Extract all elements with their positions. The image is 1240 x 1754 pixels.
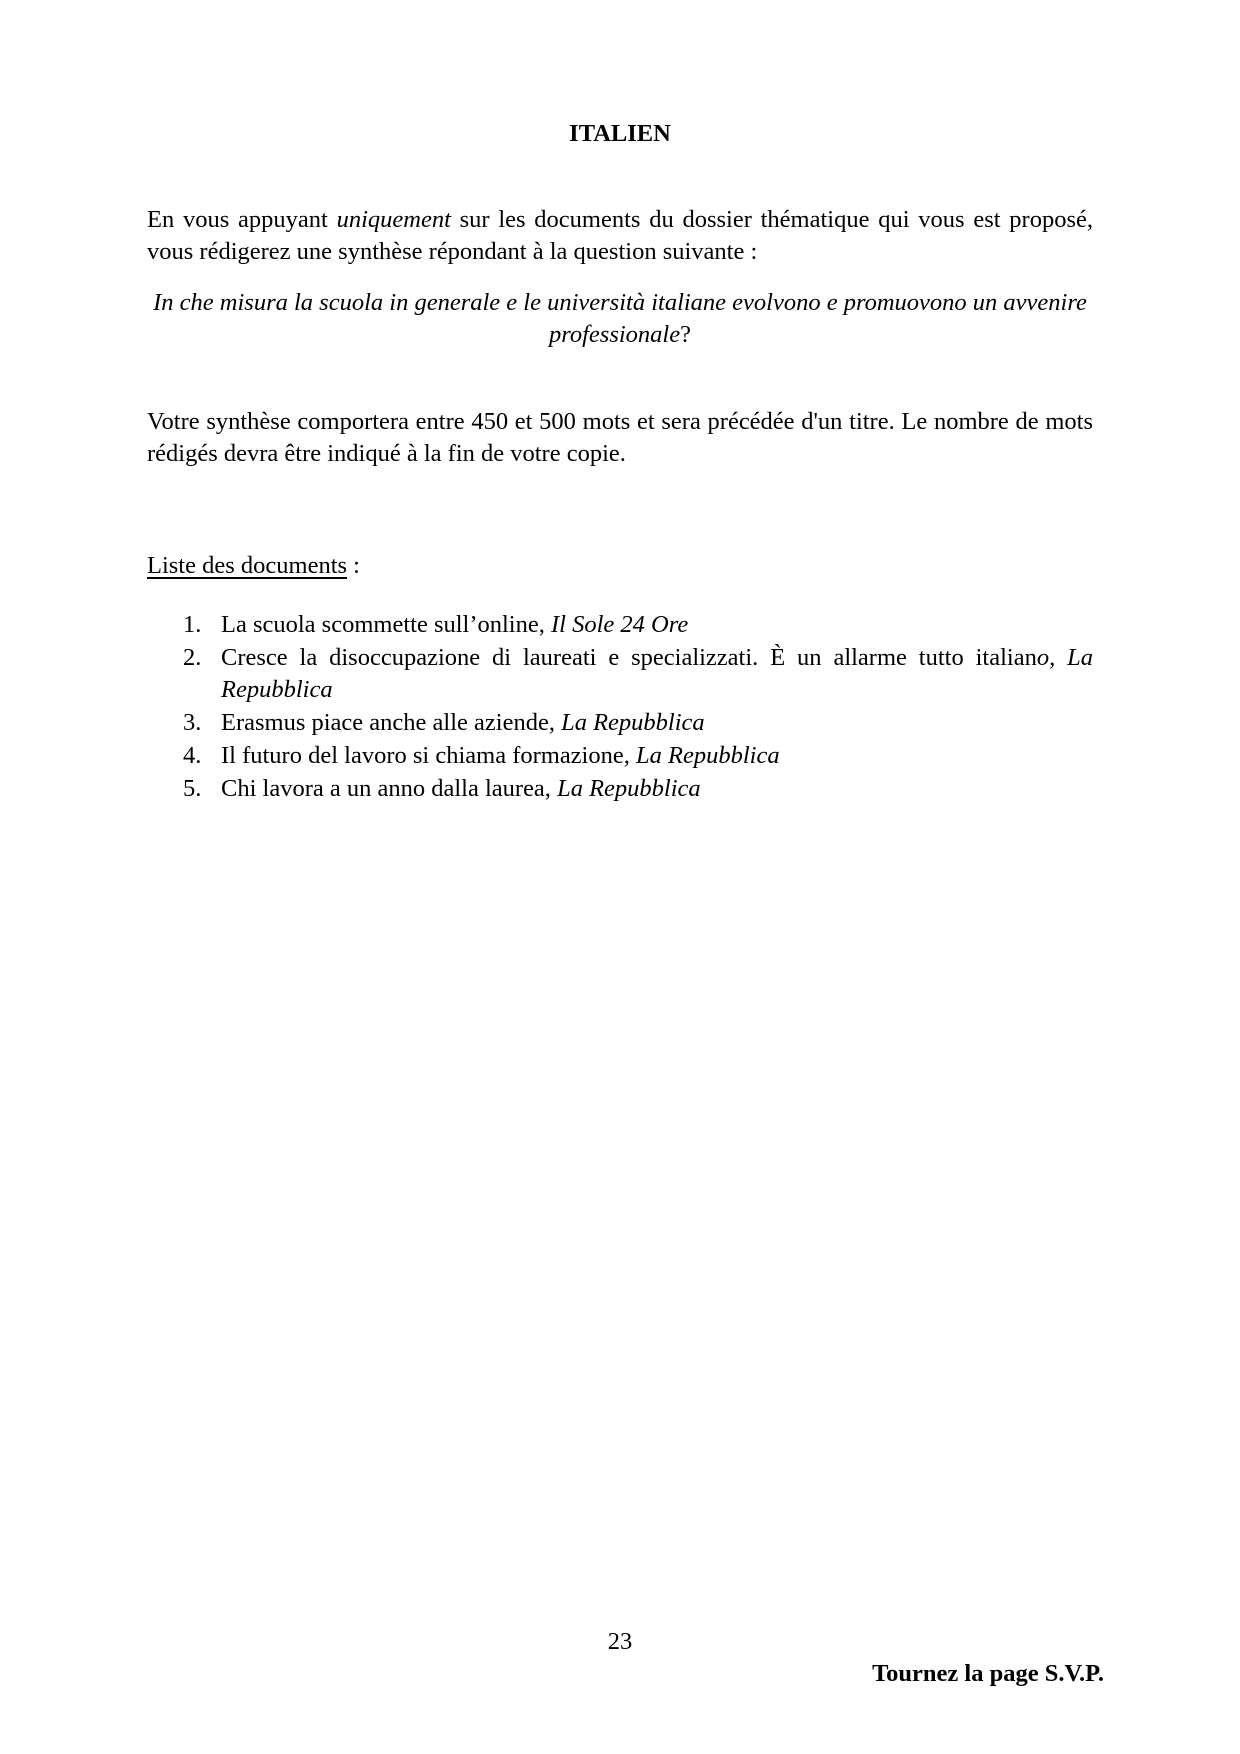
list-item-number: 4. (183, 742, 202, 769)
intro-text-end: sur les documents du dossier thématique qui vous est proposé, vous rédigerez une synthèse répondant à la question suivante : (147, 206, 1093, 265)
intro-emphasis: uniquement (336, 206, 451, 233)
list-item-number: 2. (183, 644, 202, 671)
turn-page-note: Tournez la page S.V.P. (872, 1660, 1104, 1687)
document-list-heading (147, 550, 360, 582)
document-list (147, 609, 1093, 806)
question-mark: ? (680, 321, 691, 348)
document-list-heading-label: Liste des documents (147, 552, 348, 579)
list-item-source: La Repubblica (557, 775, 701, 802)
document-list-heading-colon: : (347, 552, 360, 579)
list-item-title: Chi lavora a un anno dalla laurea, (221, 775, 558, 802)
document-list-item (147, 773, 1093, 805)
intro-text-start: En vous appuyant (147, 206, 337, 233)
list-item-source: , La Repubblica (623, 742, 780, 769)
list-item-source: Il Sole 24 Ore (550, 611, 689, 638)
page-number: 23 (607, 1628, 633, 1655)
question-text: In che misura la scuola in generale e le università italiane evolvono e promuovono un avvenire professionale (153, 289, 1087, 348)
intro-paragraph (147, 204, 1093, 268)
list-item-number: 3. (183, 709, 202, 736)
list-item-title: La scuola scommette sull’online, (221, 611, 551, 638)
document-list-item (147, 707, 1093, 739)
document-title: ITALIEN (569, 120, 671, 147)
list-item-title: Il futuro del lavoro si chiama formazione (221, 742, 624, 769)
synthesis-question (147, 287, 1093, 351)
document-list-item (147, 609, 1093, 641)
document-list-item (147, 642, 1093, 706)
list-item-number: 5. (183, 775, 202, 802)
list-item-source: o, La Repubblica (221, 644, 1093, 703)
document-list-item (147, 740, 1093, 772)
instructions-paragraph: Votre synthèse comportera entre 450 et 500 mots et sera précédée d'un titre. Le nombre de mots rédigés devra être indiqué à la fin de votre copie. (147, 408, 1093, 467)
list-item-source: La Repubblica (561, 709, 705, 736)
list-item-title: Erasmus piace anche alle aziende, (221, 709, 562, 736)
list-item-title: Cresce la disoccupazione di laureati e specializzati. È un allarme tutto italian (221, 644, 1037, 671)
list-item-number: 1. (183, 611, 202, 638)
